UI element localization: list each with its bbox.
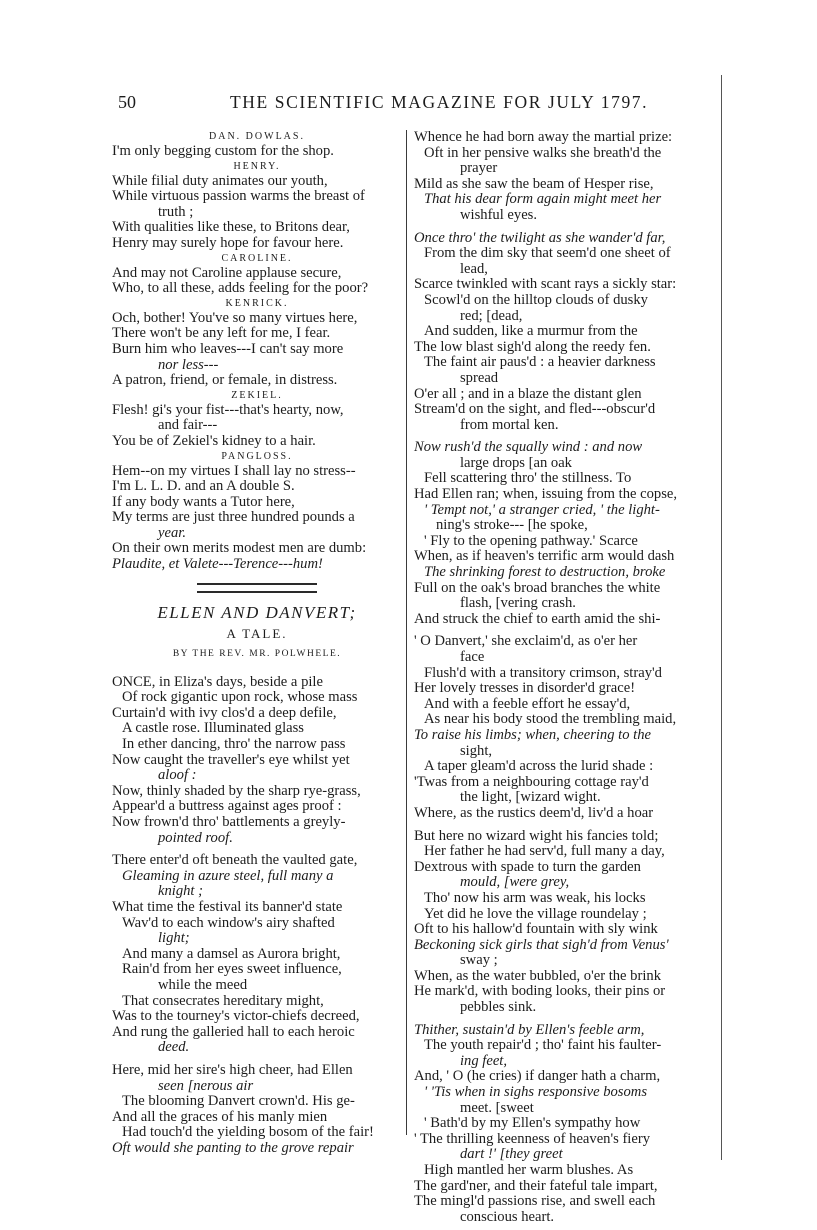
verse-line: sight, [460, 742, 493, 759]
verse-line: Tho' now his arm was weak, his locks [424, 889, 646, 906]
verse-line: Here, mid her sire's high cheer, had Ellen [112, 1061, 353, 1078]
verse-line: Plaudite, et Valete---Terence---hum! [112, 556, 323, 573]
verse-line: Flesh! gi's your fist---that's hearty, now, [112, 401, 344, 418]
speaker-name: PANGLOSS. [221, 450, 293, 462]
verse-line: Was to the tourney's victor-chiefs decreed, [112, 1008, 360, 1025]
verse-line: deed. [158, 1039, 190, 1056]
verse-line: And sudden, like a murmur from the [424, 323, 638, 340]
verse-line: Now frown'd thro' battlements a greyly- [112, 814, 346, 830]
verse-line: Fell scattering thro' the stillness. To [424, 470, 632, 487]
verse-line: When, as if heaven's terrific arm would dash [414, 548, 675, 565]
verse-line: Her father he had serv'd, full many a day, [424, 843, 665, 860]
verse-line: ning's stroke--- [he spoke, [436, 517, 588, 534]
verse-line: Oft in her pensive walks she breath'd the [424, 144, 662, 161]
verse-line: Once thro' the twilight as she wander'd far, [414, 229, 666, 246]
verse-line: and fair--- [158, 417, 218, 434]
verse-line: The mingl'd passions rise, and swell each [414, 1193, 656, 1210]
verse-line: Where, as the rustics deem'd, liv'd a hoar [414, 804, 654, 821]
running-title: THE SCIENTIFIC MAGAZINE FOR JULY 1797. [230, 92, 649, 112]
verse-line: When, as the water bubbled, o'er the brink [414, 967, 661, 984]
verse-line: My terms are just three hundred pounds a [112, 509, 355, 526]
poem-subtitle: A TALE. [226, 625, 288, 641]
verse-line: In ether dancing, thro' the narrow pass [122, 736, 346, 753]
verse-line: ' The thrilling keenness of heaven's fiery [414, 1130, 650, 1147]
verse-line: sway ; [460, 952, 498, 969]
verse-line: And struck the chief to earth amid the shi- [414, 610, 661, 627]
verse-line: Och, bother! You've so many virtues here, [112, 309, 358, 326]
verse-line: A castle rose. Illuminated glass [122, 720, 304, 737]
verse-line: ' O Danvert,' she exclaim'd, as o'er her [414, 633, 638, 650]
verse-line: And may not Caroline applause secure, [112, 264, 342, 281]
page-number: 50 [118, 92, 136, 112]
verse-line: From the dim sky that seem'd one sheet of [424, 245, 671, 262]
verse-line: spread [460, 369, 499, 386]
verse-line: dart !' [they greet [460, 1146, 563, 1163]
verse-line: large drops [an oak [460, 454, 572, 471]
verse-line: Now, thinly shaded by the sharp rye-grass, [112, 782, 361, 799]
verse-line: Her lovely tresses in disorder'd grace! [414, 680, 636, 697]
verse-line: Gleaming in azure steel, full many a [122, 867, 334, 884]
speaker-name: CAROLINE. [221, 252, 293, 264]
verse-line: pebbles sink. [460, 999, 537, 1016]
verse-line: With qualities like these, to Britons dear, [112, 219, 350, 236]
verse-line: flash, [vering crash. [460, 595, 576, 612]
verse-line: That consecrates hereditary might, [122, 992, 324, 1009]
right-column [414, 130, 704, 1225]
verse-line: wishful eyes. [460, 206, 538, 223]
verse-line: On their own merits modest men are dumb: [112, 540, 367, 557]
verse-line: from mortal ken. [460, 416, 559, 433]
verse-line: light; [158, 930, 190, 947]
verse-line: Beckoning sick girls that sigh'd from Venus' [414, 936, 669, 953]
verse-line: conscious heart. [460, 1208, 555, 1225]
verse-line: Appear'd a buttress against ages proof : [112, 798, 342, 815]
verse-line: Scowl'd on the hilltop clouds of dusky [424, 291, 648, 308]
verse-line: Dextrous with spade to turn the garden [414, 858, 641, 875]
verse-line: As near his body stood the trembling maid, [424, 711, 677, 728]
verse-line: ' Tempt not,' a stranger cried, ' the light- [424, 501, 660, 518]
verse-line: prayer [460, 160, 498, 177]
verse-line: Hem--on my virtues I shall lay no stress-- [112, 462, 356, 479]
verse-line: The low blast sigh'd along the reedy fen. [414, 338, 651, 355]
verse-line: Curtain'd with ivy clos'd a deep defile, [112, 704, 337, 721]
verse-line: the light, [wizard wight. [460, 789, 601, 806]
left-column [112, 130, 402, 1156]
verse-line: Scarce twinkled with scant rays a sickly star: [414, 276, 677, 293]
verse-line: ing feet, [460, 1052, 508, 1069]
verse-line: Now rush'd the squally wind : and now [414, 439, 643, 456]
speaker-name: HENRY. [233, 160, 281, 172]
verse-line: Yet did he love the village roundelay ; [424, 905, 647, 922]
verse-line: Of rock gigantic upon rock, whose mass [122, 689, 358, 706]
verse-line: ' Fly to the opening pathway.' Scarce [424, 532, 638, 549]
verse-line: Oft would she panting to the grove repair [112, 1139, 354, 1156]
verse-line: Henry may surely hope for favour here. [112, 234, 344, 251]
verse-line: meet. [sweet [460, 1099, 534, 1116]
verse-line: I'm only begging custom for the shop. [112, 143, 334, 159]
verse-line: while the meed [158, 976, 248, 993]
verse-line: Stream'd on the sight, and fled---obscur'd [414, 401, 656, 418]
page-edge-rule [721, 75, 722, 1160]
verse-line: Full on the oak's broad branches the white [414, 579, 661, 596]
page-header [118, 92, 708, 116]
verse-line: Now caught the traveller's eye whilst yet [112, 751, 350, 768]
verse-line: ' Bath'd by my Ellen's sympathy how [424, 1115, 641, 1132]
verse-line: aloof : [158, 767, 197, 784]
verse-line: pointed roof. [158, 829, 233, 846]
verse-line: Who, to all these, adds feeling for the poor? [112, 280, 369, 297]
speaker-name: KENRICK. [225, 297, 289, 309]
section-ornament [197, 583, 317, 593]
verse-line: He mark'd, with boding looks, their pins or [414, 983, 666, 1000]
verse-line: But here no wizard wight his fancies told; [414, 827, 659, 844]
verse-line: mould, [were grey, [460, 874, 570, 891]
verse-line: What time the festival its banner'd state [112, 898, 343, 915]
verse-line: Thither, sustain'd by Ellen's feeble arm, [414, 1021, 645, 1038]
verse-line: The youth repair'd ; tho' faint his faulter- [424, 1037, 662, 1054]
verse-line: And rung the galleried hall to each heroic [112, 1023, 355, 1040]
verse-line: If any body wants a Tutor here, [112, 493, 295, 510]
verse-line: The gard'ner, and their fateful tale impart, [414, 1177, 658, 1194]
verse-line: While virtuous passion warms the breast of [112, 188, 365, 205]
verse-line: knight ; [158, 883, 203, 900]
column-divider [406, 130, 407, 1135]
verse-line: Burn him who leaves---I can't say more [112, 340, 344, 357]
verse-line: Oft to his hallow'd fountain with sly wink [414, 921, 658, 938]
author-byline: BY THE REV. MR. POLWHELE. [172, 648, 342, 659]
verse-line: 'Twas from a neighbouring cottage ray'd [414, 773, 649, 790]
verse-line: That his dear form again might meet her [424, 191, 662, 208]
verse-line: year. [158, 524, 186, 541]
verse-line: There enter'd oft beneath the vaulted gate, [112, 852, 358, 869]
verse-line: Whence he had born away the martial prize: [414, 129, 673, 145]
verse-line: ' 'Tis when in sighs responsive bosoms [424, 1084, 648, 1101]
verse-line: Mild as she saw the beam of Hesper rise, [414, 175, 654, 192]
verse-line: Rain'd from her eyes sweet influence, [122, 961, 342, 978]
verse-line: seen [nerous air [158, 1077, 254, 1094]
verse-line: High mantled her warm blushes. As [424, 1162, 634, 1178]
speaker-name: ZEKIEL. [231, 389, 283, 401]
verse-line: red; [dead, [460, 307, 523, 324]
verse-line: To raise his limbs; when, cheering to the [414, 726, 652, 743]
verse-line: Had touch'd the yielding bosom of the fair! [122, 1124, 374, 1141]
verse-line: The faint air paus'd : a heavier darkness [424, 354, 656, 371]
verse-line: O'er all ; and in a blaze the distant glen [414, 385, 642, 402]
verse-line: I'm L. L. D. and an A double S. [112, 478, 295, 495]
verse-line: nor less--- [158, 356, 219, 373]
verse-line: A taper gleam'd across the lurid shade : [424, 758, 654, 775]
verse-line: And with a feeble effort he essay'd, [424, 695, 631, 712]
verse-line: And, ' O (he cries) if danger hath a charm, [414, 1068, 661, 1085]
verse-line: A patron, friend, or female, in distress. [112, 372, 338, 389]
verse-line: face [460, 649, 485, 665]
verse-line: The blooming Danvert crown'd. His ge- [122, 1093, 355, 1110]
poem-title: ELLEN AND DANVERT; [157, 602, 357, 622]
verse-line: While filial duty animates our youth, [112, 172, 328, 189]
verse-line: lead, [460, 260, 488, 277]
verse-line: There won't be any left for me, I fear. [112, 325, 331, 342]
verse-line: And all the graces of his manly mien [112, 1108, 328, 1125]
speaker-name: DAN. DOWLAS. [209, 131, 305, 142]
verse-line: Flush'd with a transitory crimson, stray'd [424, 664, 662, 681]
verse-line: You be of Zekiel's kidney to a hair. [112, 432, 316, 449]
verse-line: Wav'd to each window's airy shafted [122, 914, 335, 931]
verse-line: Had Ellen ran; when, issuing from the copse, [414, 486, 678, 503]
verse-line: ONCE, in Eliza's days, beside a pile [112, 673, 323, 690]
verse-line: And many a damsel as Aurora bright, [122, 945, 341, 962]
verse-line: truth ; [158, 203, 194, 220]
verse-line: The shrinking forest to destruction, broke [424, 564, 666, 581]
